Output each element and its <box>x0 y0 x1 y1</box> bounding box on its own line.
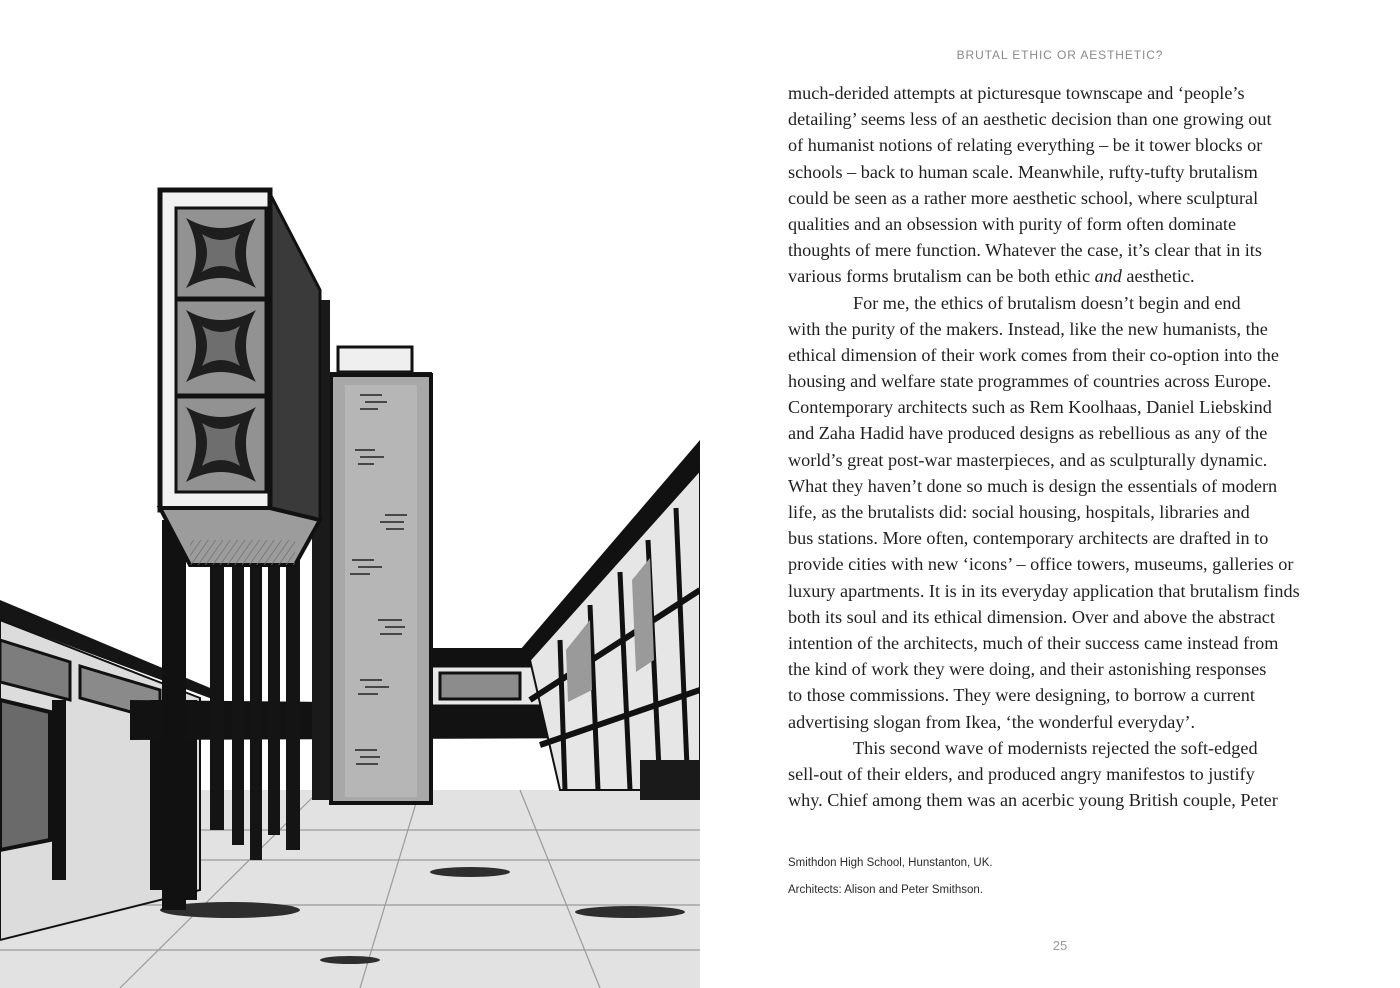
text-line: to those commissions. They were designing, to borrow a current <box>788 685 1255 706</box>
text-line: advertising slogan from Ikea, ‘the wonderful everyday’. <box>788 711 1196 732</box>
text-line: intention of the architects, much of their success came instead from <box>788 632 1279 653</box>
running-head: BRUTAL ETHIC OR AESTHETIC? <box>956 48 1164 62</box>
text-line: and Zaha Hadid have produced designs as rebellious as any of the <box>788 423 1268 444</box>
text-line: ethical dimension of their work comes from their co-option into the <box>788 344 1279 365</box>
text-line: housing and welfare state programmes of countries across Europe. <box>788 371 1272 392</box>
text-line: What they haven’t done so much is design the essentials of modern <box>788 475 1278 496</box>
page-number: 25 <box>1052 938 1068 953</box>
text-line: detailing’ seems less of an aesthetic decision than one growing out <box>788 109 1272 130</box>
paragraph-start-line: This second wave of modernists rejected the soft-edged <box>853 737 1258 758</box>
text-line: life, as the brutalists did: social housing, hospitals, libraries and <box>788 502 1250 522</box>
text-line: Contemporary architects such as Rem Koolhaas, Daniel Liebskind <box>788 397 1272 418</box>
text-line: provide cities with new ‘icons’ – office towers, museums, galleries or <box>788 554 1294 575</box>
text-line: could be seen as a rather more aesthetic school, where sculptural <box>788 187 1259 208</box>
text-line: schools – back to human scale. Meanwhile, rufty-tufty brutalism <box>788 161 1258 182</box>
text-segment: aesthetic. <box>1121 266 1195 287</box>
text-line: thoughts of mere function. Whatever the case, it’s clear that in its <box>788 240 1262 261</box>
text-line: of humanist notions of relating everything – be it tower blocks or <box>788 135 1263 156</box>
text-line <box>788 263 1332 289</box>
paragraph-start-line: For me, the ethics of brutalism doesn’t begin and end <box>853 292 1241 313</box>
text-line: much-derided attempts at picturesque townscape and ‘people’s <box>788 83 1245 103</box>
body-text <box>788 80 1332 813</box>
text-line: with the purity of the makers. Instead, like the new humanists, the <box>788 318 1268 339</box>
text-line: qualities and an obsession with purity of form often dominate <box>788 213 1237 234</box>
caption-architects: Architects: Alison and Peter Smithson. <box>788 884 983 896</box>
text-line: the kind of work they were doing, and their astonishing responses <box>788 659 1267 680</box>
caption-location: Smithdon High School, Hunstanton, UK. <box>788 857 993 869</box>
text-line: sell-out of their elders, and produced angry manifestos to justify <box>788 763 1255 784</box>
emphasis-word: and <box>1094 266 1122 287</box>
text-line: luxury apartments. It is in its everyday application that brutalism finds <box>788 580 1300 601</box>
figure-caption <box>788 850 1288 904</box>
text-line: why. Chief among them was an acerbic young British couple, Peter <box>788 790 1278 811</box>
text-segment: various forms brutalism can be both ethic <box>788 266 1095 287</box>
text-line: world’s great post-war masterpieces, and as sculpturally dynamic. <box>788 449 1268 470</box>
text-line: both its soul and its ethical dimension. Over and above the abstract <box>788 606 1275 627</box>
text-line: bus stations. More often, contemporary architects are drafted in to <box>788 528 1269 549</box>
